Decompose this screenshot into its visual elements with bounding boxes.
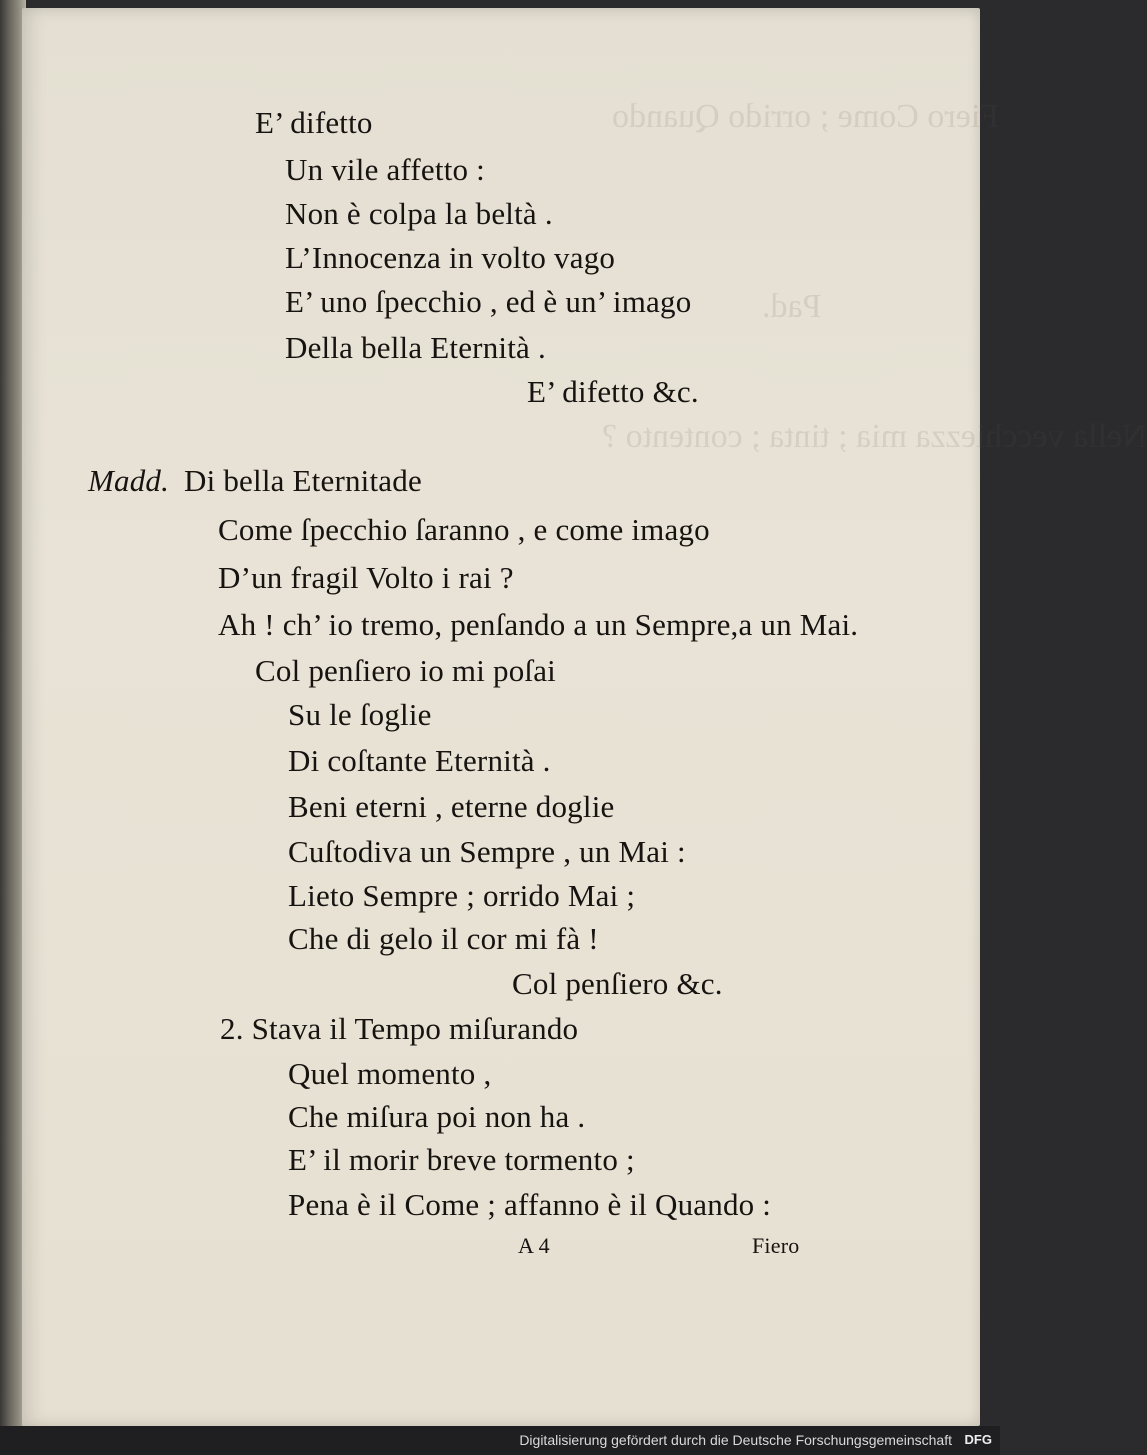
verse-line-refrain: Col penſiero &c. — [512, 966, 723, 1001]
verse-line: Un vile affetto : — [285, 152, 485, 187]
verse-line: Della bella Eternità . — [285, 330, 546, 365]
verse-line: Non è colpa la beltà . — [285, 196, 553, 231]
verse-line: L’Innocenza in volto vago — [285, 240, 616, 275]
digitization-footer — [0, 1426, 1000, 1455]
verse-line: Che di gelo il cor mi fà ! — [288, 921, 599, 956]
dfg-logo: DFG — [964, 1432, 992, 1447]
verse-line: E’ uno ſpecchio , ed è un’ imago — [285, 284, 692, 319]
book-page — [22, 8, 1147, 1426]
verse-line: D’un fragil Volto i rai ? — [218, 560, 514, 595]
speaker-name: Madd. — [88, 463, 170, 498]
verse-line: Pena è il Come ; affanno è il Quando : — [288, 1187, 772, 1222]
digitization-notice: Digitalisierung gefördert durch die Deutsche Forschungsgemeinschaft — [519, 1432, 952, 1448]
verse-line: E’ il morir breve tormento ; — [288, 1142, 635, 1177]
verse-line: Quel momento , — [288, 1056, 492, 1091]
verse-line: Col penſiero io mi poſai — [255, 653, 556, 688]
verse-line: Di coſtante Eternità . — [288, 743, 551, 778]
verse-line: Di bella Eternitade — [184, 463, 422, 498]
signature-mark: A 4 — [518, 1233, 550, 1258]
catchword: Fiero — [752, 1233, 800, 1258]
verse-line: 2. Stava il Tempo miſurando — [220, 1011, 579, 1046]
show-through-text: Fiero Come ; orrido Quando — [612, 98, 1000, 135]
verse-line: Come ſpecchio ſaranno , e come imago — [218, 512, 710, 547]
verse-line: Su le ſoglie — [288, 697, 432, 732]
show-through-text: Nella vecchiezza mia ; tinta ; contento ? — [602, 418, 1147, 455]
verse-line: Cuſtodiva un Sempre , un Mai : — [288, 834, 686, 869]
verse-line: Che miſura poi non ha . — [288, 1099, 586, 1134]
verse-line: Beni eterni , eterne doglie — [288, 789, 615, 824]
verse-line: Ah ! ch’ io tremo, penſando a un Sempre,a un Mai. — [218, 607, 859, 642]
verse-line-refrain: E’ difetto &c. — [527, 374, 699, 409]
show-through-text: Pad. — [762, 288, 822, 325]
verse-line: E’ difetto — [255, 105, 373, 140]
verse-line: Lieto Sempre ; orrido Mai ; — [288, 878, 636, 913]
